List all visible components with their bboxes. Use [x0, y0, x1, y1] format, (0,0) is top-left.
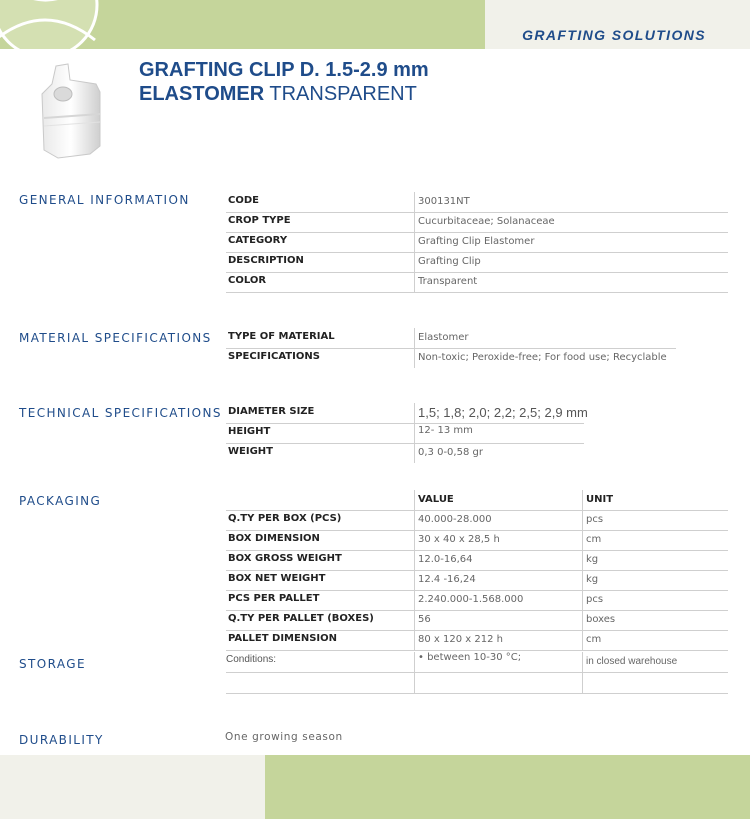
table-row-empty [226, 673, 728, 694]
row-unit: kg [582, 570, 598, 590]
row-value: 40.000-28.000 [414, 510, 492, 530]
section-general-information: GENERAL INFORMATION [19, 193, 190, 207]
table-row [226, 348, 676, 368]
table-row [226, 510, 728, 531]
table-row [226, 403, 588, 424]
section-material-specifications: MATERIAL SPECIFICATIONS [19, 331, 212, 345]
row-value: 12.4 -16,24 [414, 570, 476, 590]
row-unit: cm [582, 530, 601, 550]
brand-tagline: GRAFTING SOLUTIONS [522, 27, 706, 43]
table-row [226, 610, 728, 631]
table-row [226, 590, 728, 611]
row-label: HEIGHT [228, 426, 271, 437]
row-label: SPECIFICATIONS [228, 351, 320, 362]
tennis-ball-decoration [0, 0, 485, 49]
row-value: Grafting Clip Elastomer [414, 232, 534, 252]
section-technical-specifications: TECHNICAL SPECIFICATIONS [19, 406, 222, 420]
table-row [226, 192, 728, 213]
row-value: Transparent [414, 272, 477, 292]
row-label: PALLET DIMENSION [228, 633, 337, 644]
row-label: BOX NET WEIGHT [228, 573, 326, 584]
table-row-storage [226, 652, 728, 673]
row-value: 1,5; 1,8; 2,0; 2,2; 2,5; 2,9 mm [414, 403, 588, 423]
row-value: Elastomer [414, 328, 468, 348]
row-value: 30 x 40 x 28,5 h [414, 530, 500, 550]
row-label: CATEGORY [228, 235, 288, 246]
section-packaging: PACKAGING [19, 494, 102, 508]
table-row [226, 570, 728, 591]
row-value: 80 x 120 x 212 h [414, 630, 503, 650]
row-label: Q.TY PER PALLET (BOXES) [228, 613, 374, 624]
row-label: CROP TYPE [228, 215, 291, 226]
storage-value: • between 10-30 °C; [414, 652, 521, 672]
unit-column-header: UNIT [582, 490, 613, 510]
row-value: Non-toxic; Peroxide-free; For food use; Recyclable [414, 348, 667, 368]
table-row [226, 252, 728, 273]
header-green-band [0, 0, 485, 49]
row-value: Grafting Clip [414, 252, 481, 272]
row-value: 12- 13 mm [414, 423, 473, 443]
row-label: TYPE OF MATERIAL [228, 331, 335, 342]
row-label: PCS PER PALLET [228, 593, 320, 604]
row-unit: pcs [582, 590, 603, 610]
footer-green-band [265, 755, 750, 819]
row-unit: cm [582, 630, 601, 650]
product-title: GRAFTING CLIP D. 1.5-2.9 mm [139, 59, 429, 81]
subtitle-variant: TRANSPARENT [264, 83, 417, 105]
product-subtitle [139, 83, 417, 106]
row-label: Q.TY PER BOX (PCS) [228, 513, 342, 524]
storage-unit: in closed warehouse [582, 652, 677, 672]
row-label: CODE [228, 195, 259, 206]
table-row [226, 550, 728, 571]
durability-value: One growing season [225, 731, 343, 743]
storage-label: Conditions: [226, 654, 277, 665]
table-header-row [226, 490, 728, 511]
row-label: BOX GROSS WEIGHT [228, 553, 342, 564]
table-row [226, 232, 728, 253]
section-storage: STORAGE [19, 657, 86, 671]
row-value: 0,3 0-0,58 gr [414, 443, 483, 463]
row-value: 2.240.000-1.568.000 [414, 590, 523, 610]
table-row [226, 328, 676, 349]
value-column-header: VALUE [414, 490, 454, 510]
empty-unit-cell [582, 673, 586, 693]
table-row [226, 530, 728, 551]
row-value: 300131NT [414, 192, 470, 212]
table-row [226, 630, 728, 651]
row-label: BOX DIMENSION [228, 533, 320, 544]
table-row [226, 423, 584, 444]
product-image [38, 62, 110, 162]
subtitle-material: ELASTOMER [139, 83, 265, 105]
table-row [226, 272, 728, 293]
row-value: Cucurbitaceae; Solanaceae [414, 212, 555, 232]
row-label: WEIGHT [228, 446, 273, 457]
table-row [226, 443, 584, 463]
section-durability: DURABILITY [19, 733, 104, 747]
table-row [226, 212, 728, 233]
row-label: DIAMETER SIZE [228, 406, 315, 417]
row-label: DESCRIPTION [228, 255, 304, 266]
row-value: 12.0-16,64 [414, 550, 473, 570]
row-unit: pcs [582, 510, 603, 530]
empty-value-cell [414, 673, 418, 693]
row-value: 56 [414, 610, 431, 630]
footer-beige-band [0, 755, 265, 819]
row-unit: boxes [582, 610, 615, 630]
row-unit: kg [582, 550, 598, 570]
row-label: COLOR [228, 275, 267, 286]
